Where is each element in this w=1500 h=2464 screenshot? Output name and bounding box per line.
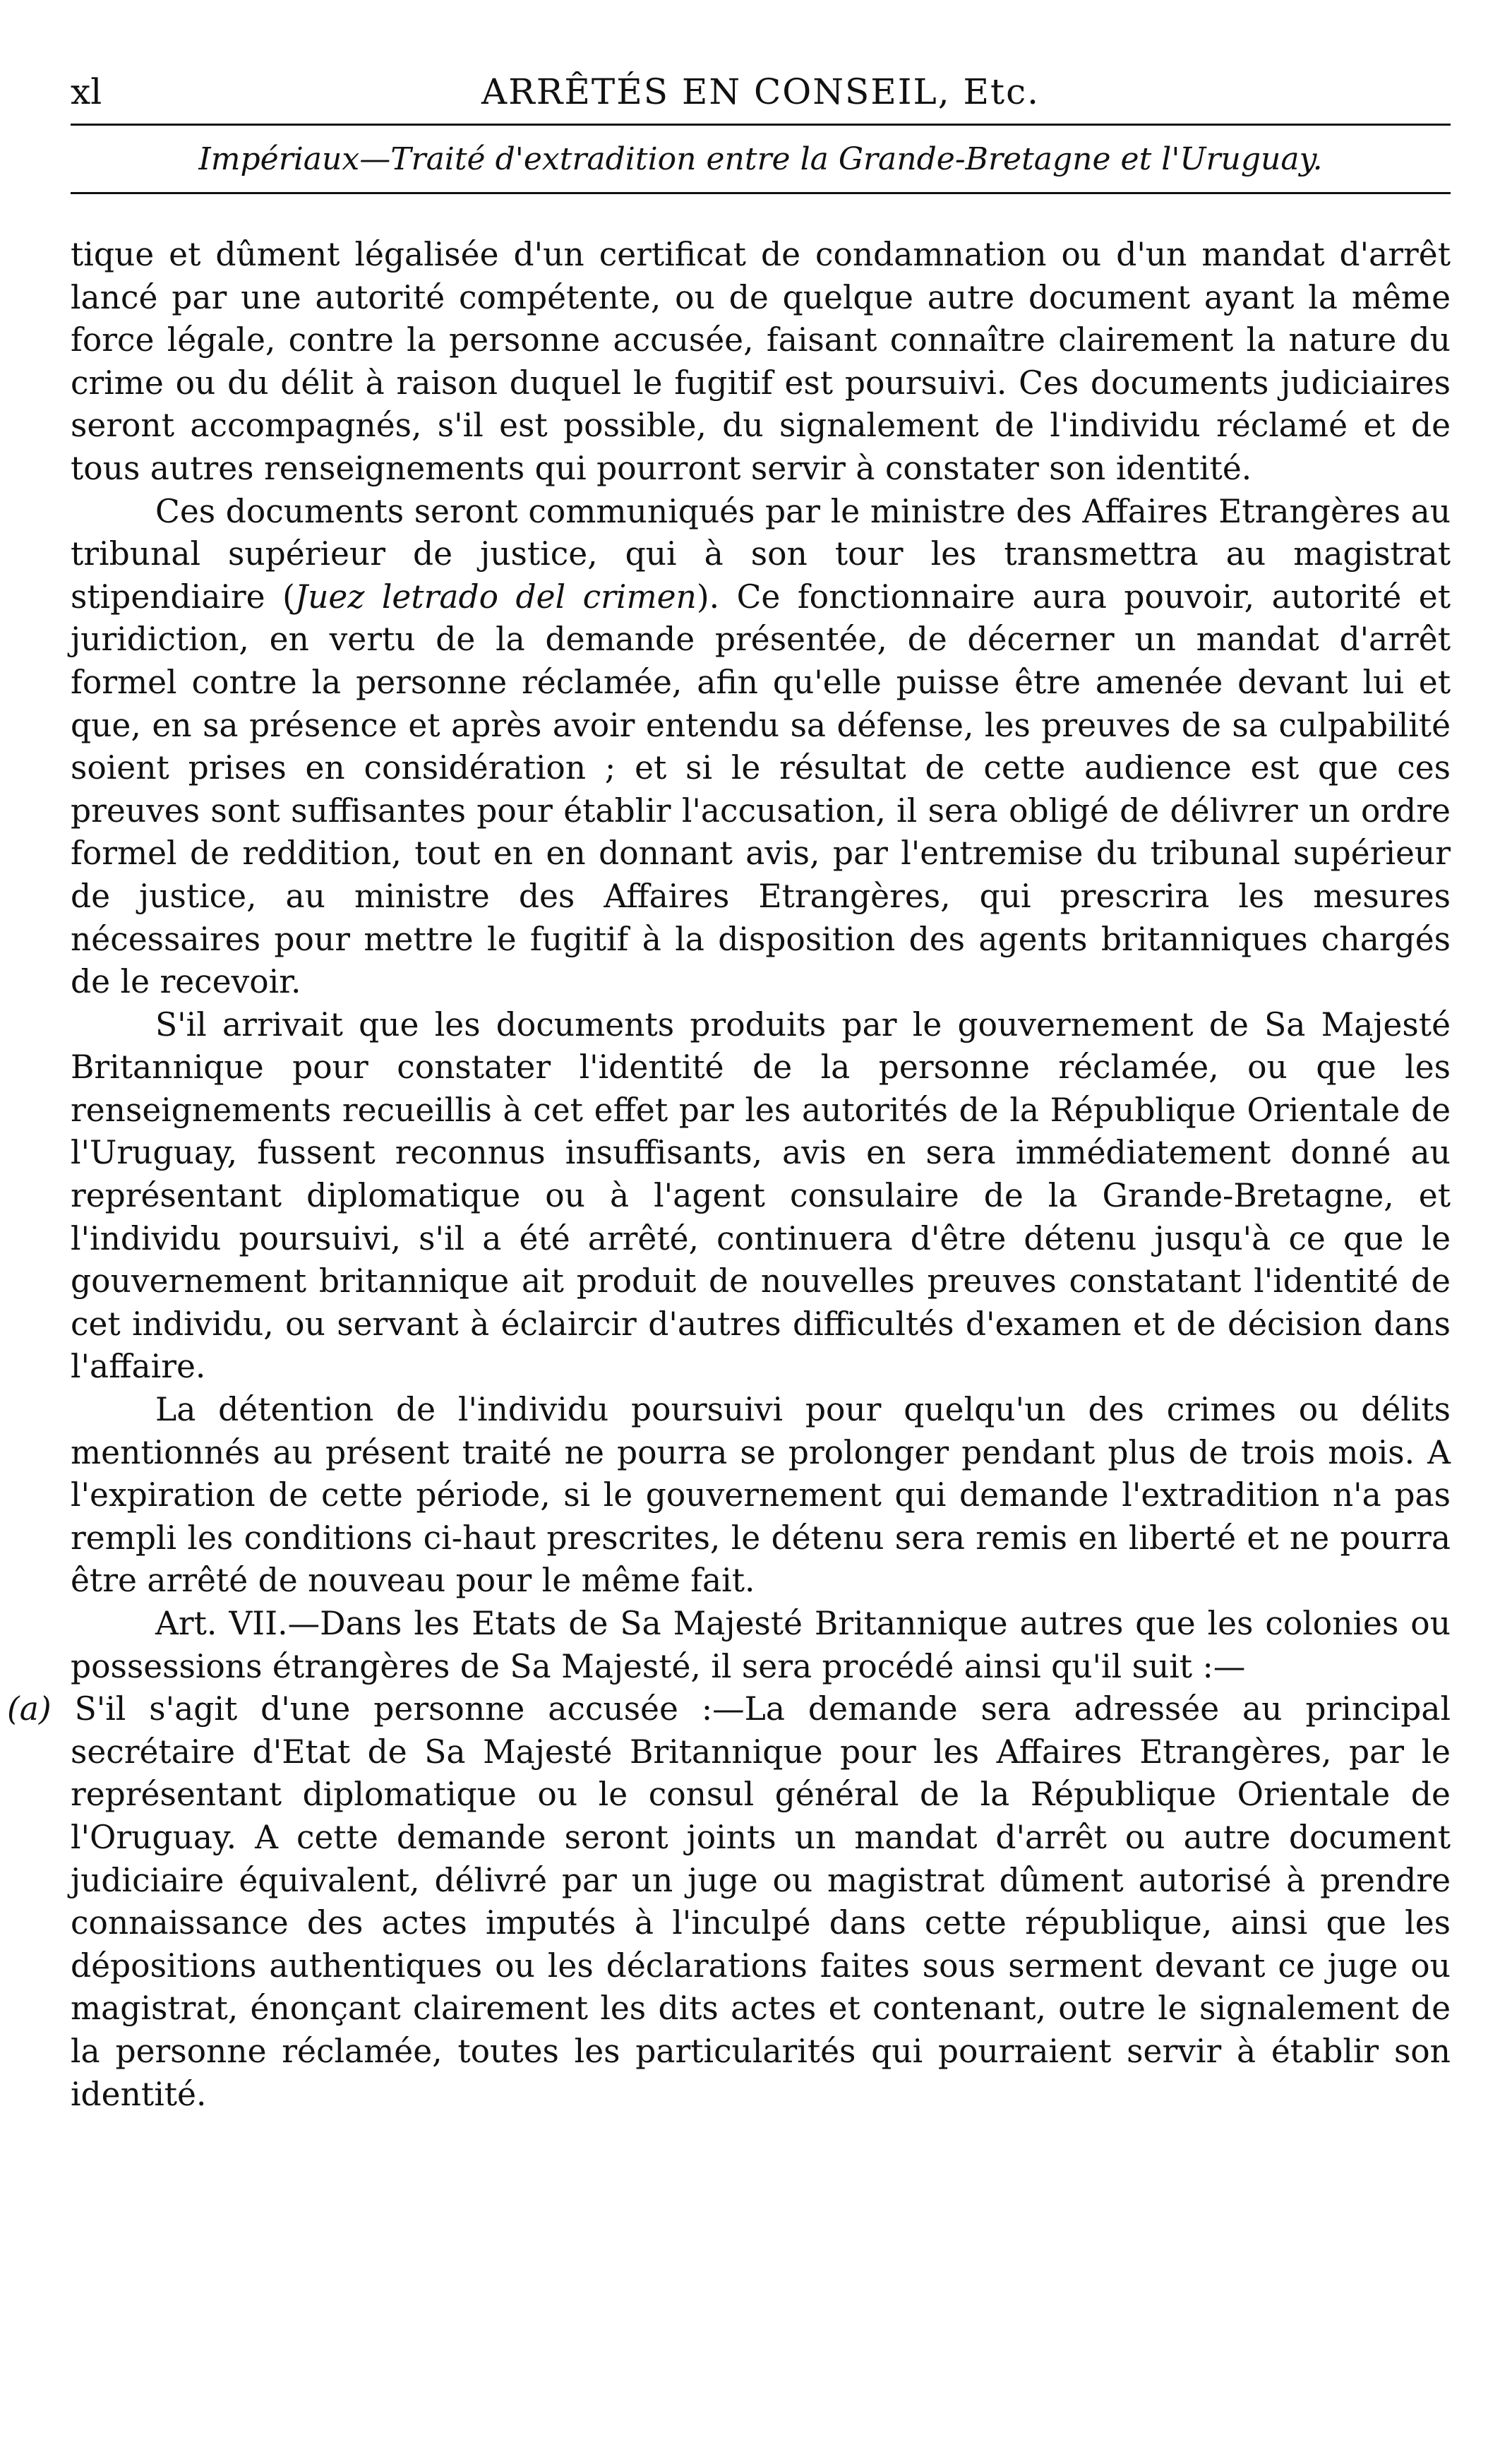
page-header (71, 67, 1451, 124)
paragraph-insufficient-documents: S'il arrivait que les documents produits par le gouvernement de Sa Majesté Britannique pour constater l'identité de la personne réclamée, ou que les renseignements recueillis à cet effet par les autorités de la République Orientale de l'Uruguay, fussent reconnus insuffisants, avis en sera immédiatement donné au représentant diplomatique ou à l'agent consulaire de la Grande-Bretagne, et l'individu poursuivi, s'il a été arrêté, continuera d'être détenu jusqu'à ce que le gouvernement britannique ait produit de nouvelles preuves constatant l'identité de cet individu, ou servant à éclaircir d'autres difficultés d'examen et de décision dans l'affaire. (71, 1005, 1451, 1386)
paragraph-detention: La détention de l'individu poursuivi pour quelqu'un des crimes ou délits mentionnés au présent traité ne pourra se prolonger pendant plus de trois mois. A l'expiration de cette période, si le gouvernement qui demande l'extradition n'a pas rempli les conditions ci-haut prescrites, le détenu sera remis en liberté et ne pourra être arrêté de nouveau pour le même fait. (71, 1391, 1451, 1600)
paragraph-continuation: tique et dûment légalisée d'un certificat de condamnation ou d'un mandat d'arrêt lancé par une autorité compétente, ou de quelque autre document ayant la même force légale, contre la personne accusée, faisant connaître clairement la nature du crime ou du délit à raison duquel le fugitif est poursuivi. Ces documents judiciaires seront accompagnés, s'il est possible, du signalement de l'individu réclamé et de tous autres renseignements qui pourront servir à constater son identité. (71, 236, 1451, 487)
section-subtitle: Impériaux—Traité d'extradition entre la Grande-Bretagne et l'Uruguay. (198, 141, 1323, 177)
list-item-a (7, 1688, 1451, 2116)
header-rule-top (71, 124, 1451, 126)
paragraph-article-vii: Art. VII.—Dans les Etats de Sa Majesté Britannique autres que les colonies ou possessions étrangères de Sa Majesté, il sera procédé ainsi qu'il suit :— (71, 1605, 1451, 1685)
paragraph-text-part: ). Ce fonctionnaire aura pouvoir, autorité et juridiction, en vertu de la demande présentée, de décerner un mandat d'arrêt formel contre la personne réclamée, afin qu'elle puisse être amenée devant lui et que, en sa présence et après avoir entendu sa défense, les preuves de sa culpabilité soient prises en considération ; et si le résultat de cette audience est que ces preuves sont suffisantes pour établir l'accusation, il sera obligé de délivrer un ordre formel de reddition, tout en en donnant avis, par l'entremise du tribunal supérieur de justice, au ministre des Affaires Etrangères, qui prescrira les mesures nécessaires pour mettre le fugitif à la disposition des agents britanniques chargés de le recevoir. (71, 578, 1451, 1001)
paragraph-text-part: Ces documents seront communiqués par le ministre des Affaires Etrangères au tribunal supérieur de justice, qui à son tour les transmettra au magistrat stipendiaire ( (71, 492, 1451, 616)
court-name-italic: Juez letrado del crimen (294, 578, 697, 616)
list-item-text: S'il s'agit d'une personne accusée :—La demande sera adressée au principal secrétaire d'Etat de Sa Majesté Britannique pour les Affaires Etrangères, par le représentant diplomatique ou le consul général de la République Orientale de l'Oruguay. A cette demande seront joints un mandat d'arrêt ou autre document judiciaire équivalent, délivré par un juge ou magistrat dûment autorisé à prendre connaissance des actes imputés à l'inculpé dans cette république, ainsi que les dépositions authentiques ou les déclarations faites sous serment devant ce juge ou magistrat, énonçant clairement les dits actes et contenant, outre le signalement de la personne réclamée, toutes les particularités qui pourraient servir à établir son identité. (71, 1690, 1451, 2113)
paragraph-documents-communicated (71, 491, 1451, 1004)
document-page (7, 67, 1451, 2116)
header-rule-bottom (71, 192, 1451, 194)
page-number: xl (71, 71, 102, 112)
list-item-label: (a) (7, 1690, 52, 1728)
body-text (7, 234, 1451, 2116)
running-title: ARRÊTÉS EN CONSEIL, Etc. (481, 71, 1040, 112)
